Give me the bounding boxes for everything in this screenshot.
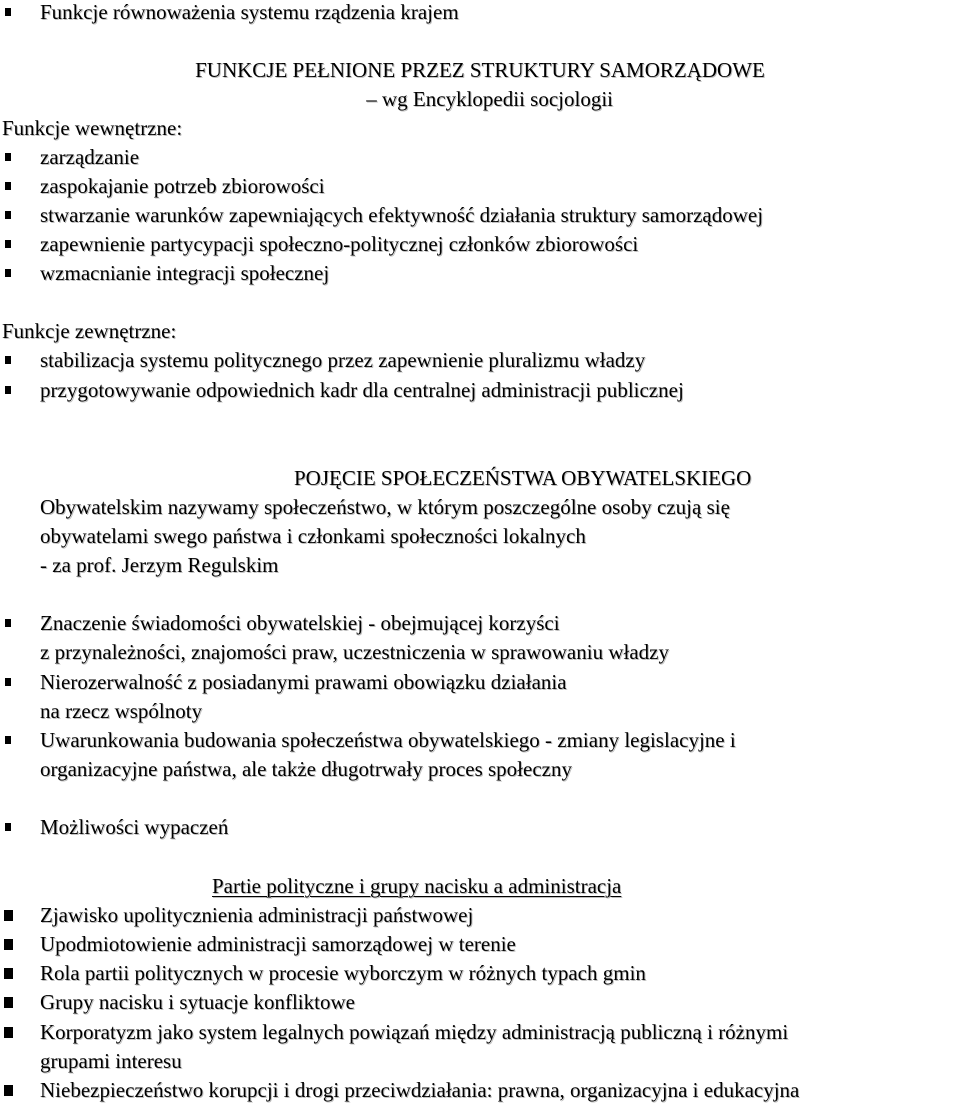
civil-society-item-cont: na rzecz wspólnoty	[40, 699, 203, 723]
external-functions-label: Funkcje zewnętrzne:	[2, 319, 177, 343]
external-item: przygotowywanie odpowiednich kadr dla centralnej administracji publicznej	[40, 376, 960, 405]
politics-item: Upodmiotowienie administracji samorządowej w terenie	[40, 930, 960, 959]
civil-society-item-cont: organizacyjne państwa, ale także długotrwały proces społeczny	[40, 757, 572, 781]
external-item: stabilizacja systemu politycznego przez zapewnienie pluralizmu władzy	[40, 346, 960, 375]
internal-item: zaspokajanie potrzeb zbiorowości	[40, 172, 960, 201]
section1-source: – wg Encyklopedii socjologii	[366, 87, 613, 111]
politics-item: Rola partii politycznych w procesie wyborczym w różnych typach gmin	[40, 959, 960, 988]
intro-text: Funkcje równoważenia systemu rządzenia krajem	[40, 0, 459, 24]
intro-bullet	[40, 0, 960, 27]
internal-item: zarządzanie	[40, 143, 960, 172]
civil-society-item: Znaczenie świadomości obywatelskiej - obejmującej korzyści	[40, 609, 960, 638]
internal-functions-label: Funkcje wewnętrzne:	[2, 116, 183, 140]
politics-item: Korporatyzm jako system legalnych powiązań między administracją publiczną i różnymi	[40, 1018, 960, 1047]
section1-heading: FUNKCJE PEŁNIONE PRZEZ STRUKTURY SAMORZĄDOWE	[195, 58, 765, 82]
section2-heading: POJĘCIE SPOŁECZEŃSTWA OBYWATELSKIEGO	[294, 466, 752, 490]
internal-item: stwarzanie warunków zapewniających efektywność działania struktury samorządowej	[40, 201, 960, 230]
civil-society-item: Nierozerwalność z posiadanymi prawami obowiązku działania	[40, 668, 960, 697]
definition-line: Obywatelskim nazywamy społeczeństwo, w którym poszczególne osoby czują się	[40, 495, 730, 519]
internal-item: wzmacnianie integracji społecznej	[40, 259, 960, 288]
politics-item: Grupy nacisku i sytuacje konfliktowe	[40, 988, 960, 1017]
section3-heading	[212, 872, 960, 901]
definition-attribution: - za prof. Jerzym Regulskim	[40, 553, 279, 577]
section3-heading-text: Partie polityczne i grupy nacisku a administracja	[212, 874, 622, 898]
civil-society-item: Uwarunkowania budowania społeczeństwa obywatelskiego - zmiany legislacyjne i	[40, 726, 960, 755]
politics-item-cont: grupami interesu	[40, 1049, 182, 1073]
definition-line: obywatelami swego państwa i członkami społeczności lokalnych	[40, 524, 586, 548]
politics-item: Niebezpieczeństwo korupcji i drogi przeciwdziałania: prawna, organizacyjna i edukacyjna	[40, 1076, 960, 1105]
internal-item: zapewnienie partycypacji społeczno-politycznej członków zbiorowości	[40, 230, 960, 259]
civil-society-item-cont: z przynależności, znajomości praw, uczestniczenia w sprawowaniu władzy	[40, 640, 669, 664]
politics-item: Zjawisko upolitycznienia administracji państwowej	[40, 901, 960, 930]
civil-society-item: Możliwości wypaczeń	[40, 813, 960, 842]
